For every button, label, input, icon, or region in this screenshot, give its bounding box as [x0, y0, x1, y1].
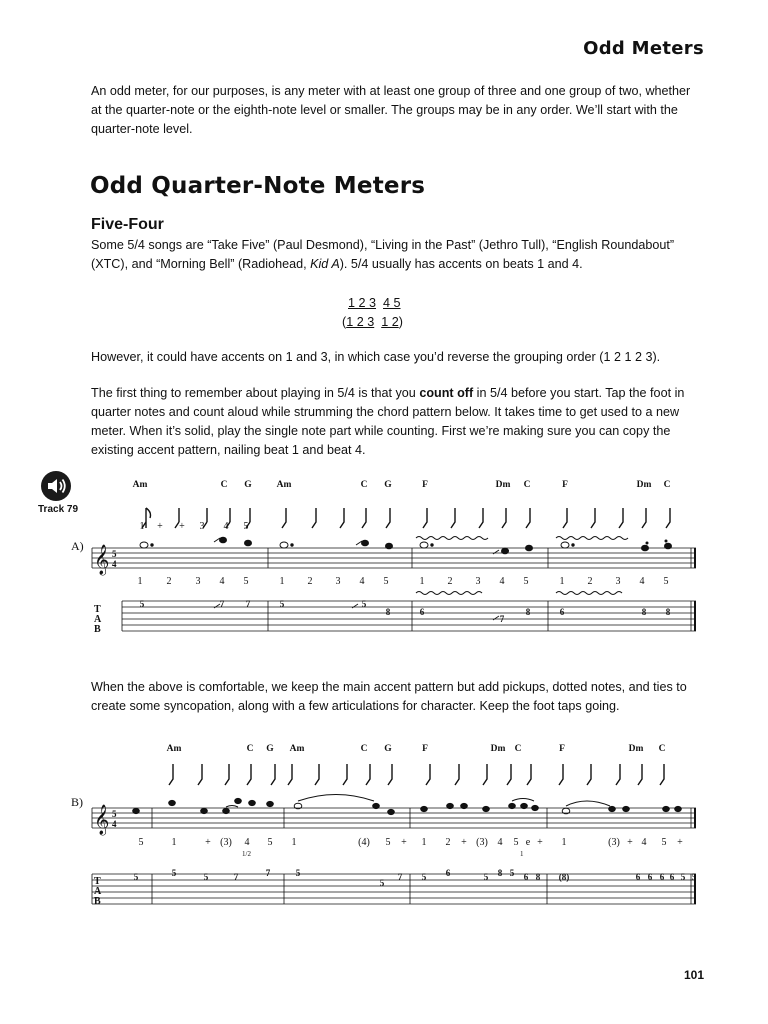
chord-name: C — [663, 480, 671, 490]
example-a-notes — [140, 537, 672, 554]
beat-count: + — [627, 837, 633, 848]
chord-name: C — [220, 480, 228, 490]
beat-count: (3) — [476, 837, 488, 848]
beat-count: 3 — [335, 576, 341, 587]
beat-count: 5 — [385, 837, 391, 848]
strum-count: 3 — [199, 521, 205, 532]
beat-count: 4 — [359, 576, 365, 587]
tab-fret-number: 8 — [665, 607, 671, 617]
chord-name: C — [246, 744, 254, 754]
tab-fret-number: 6 — [419, 607, 425, 617]
chord-name: F — [559, 744, 565, 754]
beat-count: (4) — [358, 837, 370, 848]
tab-letter-b: B — [94, 624, 101, 635]
example-a-chord-names — [133, 480, 671, 490]
tab-fret-number: 5 — [421, 872, 427, 882]
chord-name: F — [422, 744, 428, 754]
example-b-ties — [226, 795, 610, 808]
chord-name: Dm — [636, 480, 652, 490]
tab-fret-number: 7 — [397, 872, 403, 882]
tab-fret-number: 5 — [361, 599, 367, 609]
tab-fret-number: 7 — [219, 599, 225, 609]
strum-count: + — [157, 521, 163, 532]
example-b-notation — [66, 738, 706, 913]
time-signature-top: 5 — [112, 549, 117, 559]
beat-count: (3) — [608, 837, 620, 848]
tab-fret-number: 5 — [139, 599, 145, 609]
beat-count: 5 — [138, 837, 144, 848]
beat-count: 1 — [419, 576, 425, 587]
tab-letter-t: T — [94, 876, 101, 887]
beat-count: + — [677, 837, 683, 848]
songs-text: Some 5/4 songs are “Take Five” (Paul Desmond), “Living in the Past” (Jethro Tull), “English Roundabout” (XTC), and “Morning Bell” (Radiohead, — [91, 238, 675, 271]
time-signature-top: 5 — [112, 809, 117, 819]
tab-letter-a: A — [94, 614, 102, 625]
beat-count: 5 — [663, 576, 669, 587]
songs-text-end: ). 5/4 usually has accents on beats 1 and 4. — [339, 257, 583, 271]
beat-count: + — [461, 837, 467, 848]
example-a-beat-counts — [138, 576, 669, 587]
section-heading: Odd Quarter-Note Meters — [90, 173, 426, 199]
chord-name: Dm — [490, 744, 506, 754]
beat-count: + — [401, 837, 407, 848]
tab-fret-number: (8) — [558, 872, 570, 882]
beat-count: 1 — [171, 837, 177, 848]
chord-name: G — [384, 480, 392, 490]
chord-name: G — [244, 480, 252, 490]
example-a-rhythm-slashes — [142, 508, 670, 528]
tab-fret-number: 5 — [509, 868, 515, 878]
beat-count: 5 — [243, 576, 249, 587]
paren-close: ) — [398, 315, 403, 329]
beat-count: 5 — [513, 837, 519, 848]
page-number: 101 — [683, 968, 704, 982]
strum-count: 1 — [139, 521, 145, 532]
beat-count: + — [205, 837, 211, 848]
beat-count: 1 — [559, 576, 565, 587]
tab-fret-number: 5 — [295, 868, 301, 878]
beat-count: 1 — [421, 837, 427, 848]
tab-fret-number: 5 — [133, 872, 139, 882]
beat-count: 3 — [475, 576, 481, 587]
example-a-strum-count — [140, 521, 249, 532]
tab-fret-number: 5 — [483, 872, 489, 882]
tab-fret-number: 5 — [171, 868, 177, 878]
tab-letter-a: A — [94, 886, 102, 897]
treble-clef-icon: 𝄞 — [94, 805, 110, 834]
tab-letter-t: T — [94, 604, 101, 615]
grouping-row-1 — [348, 296, 401, 310]
chord-name: Am — [289, 744, 305, 754]
example-b-chord-names — [167, 744, 666, 754]
tab-fret-number: 7 — [265, 868, 271, 878]
beat-count: + — [537, 837, 543, 848]
beat-count: 3 — [615, 576, 621, 587]
tab-fret-number: 6 — [659, 872, 665, 882]
time-signature-bottom: 4 — [112, 559, 117, 569]
beat-count: 1 — [137, 576, 143, 587]
tab-fret-number: 5 — [279, 599, 285, 609]
chord-name: Am — [276, 480, 292, 490]
beat-count: 5 — [383, 576, 389, 587]
tab-letter-b: B — [94, 896, 101, 907]
grouping-row-2 — [342, 315, 403, 329]
count-off-text-end: in 5/4 before you start. Tap the foot in quarter notes and count aloud while strumming the chord pattern below. It takes time to get used to a new meter. When it’s solid, play the single note part while counting. First we’re making sure you can copy the existing accent pattern, nailing beat 1 and beat 4. — [91, 386, 685, 457]
chord-name: G — [384, 744, 392, 754]
beat-count: 2 — [445, 837, 451, 848]
chord-name: Am — [166, 744, 182, 754]
bend-full: 1 — [520, 850, 524, 858]
chord-name: C — [658, 744, 666, 754]
paragraph-syncopation: When the above is comfortable, we keep the main accent pattern but add pickups, dotted notes, and ties to create some syncopation, along with a few articulations for character. Keep the foot taps going. — [91, 680, 687, 713]
example-b-notes — [133, 798, 682, 814]
tab-fret-number: 7 — [233, 872, 239, 882]
example-b-tab-numbers — [134, 868, 697, 888]
example-a-notation — [66, 470, 706, 645]
beat-count: 2 — [307, 576, 313, 587]
paragraph-reverse: However, it could have accents on 1 and 3, in which case you’d reverse the grouping order (1 2 1 2 3). — [91, 350, 661, 364]
beat-count: 5 — [523, 576, 529, 587]
beat-count: 2 — [587, 576, 593, 587]
time-signature-bottom: 4 — [112, 819, 117, 829]
vibrato-mark — [416, 592, 482, 595]
example-a-tab-staff — [122, 601, 696, 631]
track-label: Track 79 — [38, 504, 79, 515]
chord-name: C — [360, 480, 368, 490]
chord-name: F — [422, 480, 428, 490]
tab-fret-number: 5 — [691, 872, 697, 882]
tab-fret-number: 7 — [499, 614, 505, 624]
beat-count: 4 — [219, 576, 225, 587]
beat-count: 5 — [267, 837, 273, 848]
subsection-heading: Five-Four — [91, 216, 164, 233]
example-a-label: A) — [71, 539, 84, 553]
strum-count: 5 — [243, 521, 249, 532]
vibrato-mark — [556, 592, 622, 595]
group-two-alt: 1 2 — [381, 315, 399, 329]
chord-name: C — [514, 744, 522, 754]
tab-fret-number: 6 — [445, 868, 451, 878]
example-a-tab-numbers — [140, 599, 671, 624]
count-off-text: The first thing to remember about playing in 5/4 is that you — [91, 386, 420, 400]
example-b-label: B) — [71, 795, 83, 809]
tab-fret-number: 8 — [641, 607, 647, 617]
paragraph-songs — [91, 236, 691, 274]
group-two: 4 5 — [383, 296, 401, 310]
running-head: Odd Meters — [583, 38, 704, 59]
tab-fret-number: 5 — [680, 872, 686, 882]
example-b-rhythm-slashes — [169, 764, 664, 785]
paren-open: ( — [342, 315, 347, 329]
beat-count: (3) — [220, 837, 232, 848]
tab-fret-number: 6 — [559, 607, 565, 617]
chord-name: C — [523, 480, 531, 490]
group-three-alt: 1 2 3 — [346, 315, 375, 329]
beat-count: 4 — [244, 837, 250, 848]
beat-count: 4 — [497, 837, 503, 848]
chord-name: F — [562, 480, 568, 490]
strum-count: 4 — [223, 521, 229, 532]
tab-fret-number: 6 — [635, 872, 641, 882]
paragraph-count-off — [91, 384, 691, 460]
chord-name: C — [360, 744, 368, 754]
tab-fret-number: 5 — [203, 872, 209, 882]
beat-count: 4 — [639, 576, 645, 587]
chord-name: Am — [132, 480, 148, 490]
example-b-tab-staff — [92, 874, 696, 904]
group-three: 1 2 3 — [348, 296, 377, 310]
vibrato-mark — [416, 537, 488, 540]
album-title: Kid A — [310, 257, 340, 271]
tab-fret-number: 8 — [535, 872, 541, 882]
tab-fret-number: 7 — [245, 599, 251, 609]
beat-count: 1 — [279, 576, 285, 587]
example-a-staff — [92, 548, 696, 568]
chord-name: Dm — [495, 480, 511, 490]
bend-half: 1/2 — [242, 850, 251, 858]
beat-count: 2 — [166, 576, 172, 587]
beat-count: 1 — [291, 837, 297, 848]
chord-name: Dm — [628, 744, 644, 754]
tab-fret-number: 5 — [379, 878, 385, 888]
vibrato-mark — [556, 537, 628, 540]
intro-paragraph: An odd meter, for our purposes, is any meter with at least one group of three and one group of two, whether at the quarter-note or the eighth-note level or smaller. The groups may be in any order. We’ll start with the quarter-note level. — [91, 84, 691, 136]
count-off-bold: count off — [419, 386, 474, 400]
beat-count: 4 — [499, 576, 505, 587]
beat-count: 3 — [195, 576, 201, 587]
tab-fret-number: 8 — [497, 868, 503, 878]
tab-fret-number: 6 — [647, 872, 653, 882]
strum-count: + — [179, 521, 185, 532]
tab-fret-number: 8 — [385, 607, 391, 617]
tab-fret-number: 8 — [525, 607, 531, 617]
beat-count: 2 — [447, 576, 453, 587]
beat-count: 5 — [661, 837, 667, 848]
example-b-beat-counts — [139, 837, 684, 848]
treble-clef-icon: 𝄞 — [94, 545, 110, 574]
tab-fret-number: 6 — [669, 872, 675, 882]
chord-name: G — [266, 744, 274, 754]
beat-count: e — [525, 837, 531, 848]
tab-fret-number: 6 — [523, 872, 529, 882]
beat-count: 4 — [641, 837, 647, 848]
beat-count: 1 — [561, 837, 567, 848]
